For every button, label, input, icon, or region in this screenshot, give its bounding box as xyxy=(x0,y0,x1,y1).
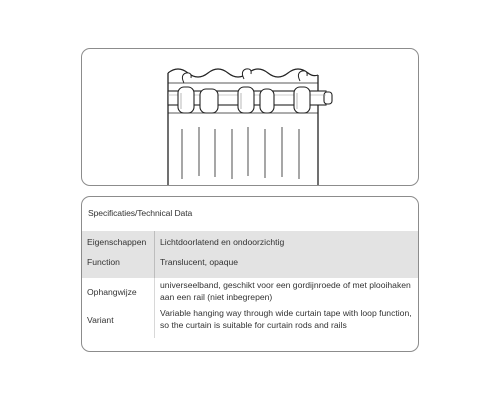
illustration-panel xyxy=(81,48,419,186)
specs-title: Specificaties/Technical Data xyxy=(88,208,193,218)
spec-value-ophangwijze: universeelband, geschikt voor een gordijnroede of met plooihaken aan een rail (niet inbegrepen) xyxy=(160,280,411,302)
spec-value-eigenschappen: Lichtdoorlatend en ondoorzichtig xyxy=(160,237,285,247)
curtain-rod-icon xyxy=(82,49,418,185)
spec-label-eigenschappen: Eigenschappen xyxy=(87,237,147,247)
specifications-panel xyxy=(81,196,419,352)
spec-value-function: Translucent, opaque xyxy=(160,257,239,267)
column-separator xyxy=(154,278,155,338)
spec-label-variant: Variant xyxy=(87,315,114,325)
spec-label-function: Function xyxy=(87,257,120,267)
column-separator xyxy=(154,231,155,278)
spec-label-ophangwijze: Ophangwijze xyxy=(87,287,137,297)
spec-value-variant: Variable hanging way through wide curtain tape with loop function, so the curtain is suitable for curtain rods and rails xyxy=(160,308,412,330)
